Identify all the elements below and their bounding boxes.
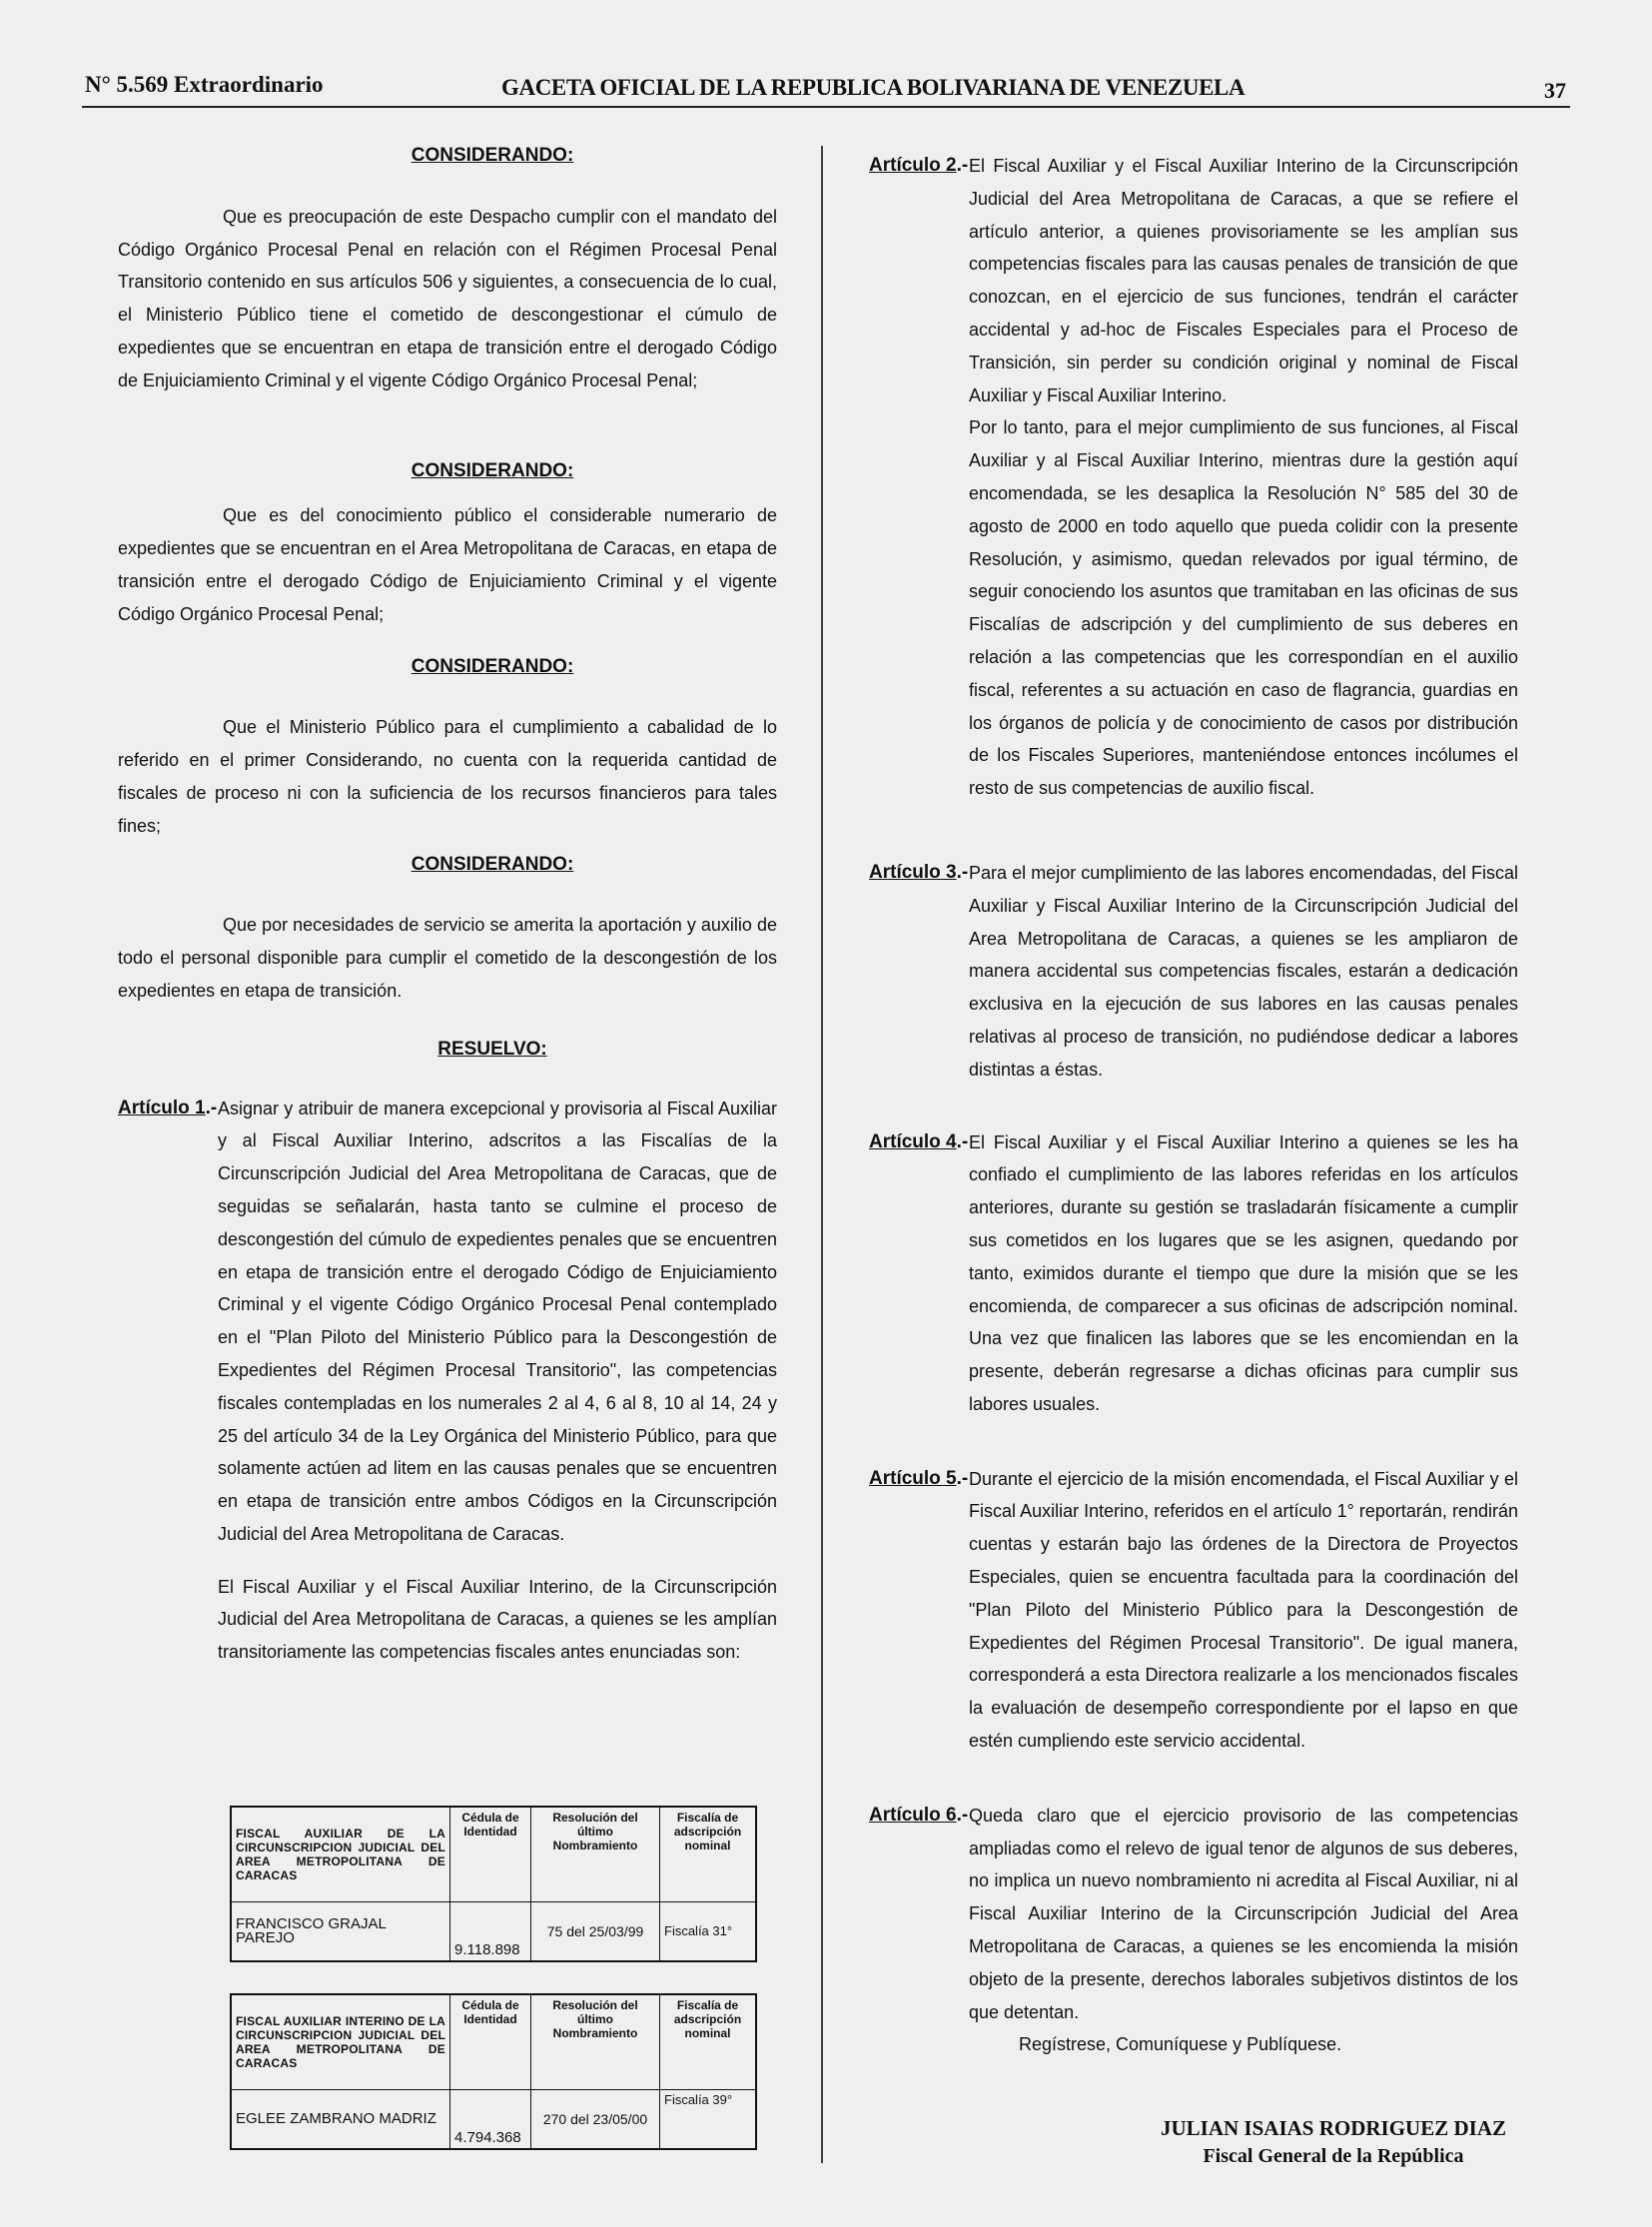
article-2	[869, 150, 1518, 411]
article-3-label: Artículo 3.-	[869, 861, 969, 883]
signatory-title: Fiscal General de la República	[1203, 2145, 1464, 2167]
signature-block	[1161, 2114, 1506, 2170]
article-6-text: Queda claro que el ejercicio provisorio de las competencias ampliadas como el relevo de igual tenor de algunos de sus deberes, no implica un nuevo nombramiento ni acredita al Fiscal Auxiliar, ni al Fiscal Auxiliar Interino de la Circunscripción Judicial del Area Metropolitana de Caracas, a quienes se les encomienda la misión objeto de la presente, derechos laborales subjetivos distintos de los que detentan. Regístrese, Comuníquese y Publíquese.	[969, 1800, 1518, 2061]
table1-col2-header: Cédula de Identidad	[450, 1807, 531, 1902]
article-1	[118, 1093, 777, 1670]
issue-number: N° 5.569 Extraordinario	[85, 72, 324, 97]
article-2-text: El Fiscal Auxiliar y el Fiscal Auxiliar Interino de la Circunscripción Judicial del Area Metropolitana de Caracas, a que se refiere el artículo anterior, a quienes provisoriamente se les amplían sus competencias fiscales para las causas penales de transición de que conozcan, en el ejercicio de sus funciones, tendrán el carácter accidental y ad-hoc de Fiscales Especiales para el Proceso de Transición, sin perder su condición original y nominal de Fiscal Auxiliar y Fiscal Auxiliar Interino.	[969, 156, 1518, 405]
fiscal-auxiliar-interino-table	[230, 1993, 757, 2150]
article-1-label: Artículo 1.-	[118, 1097, 218, 1118]
column-divider	[821, 146, 823, 2163]
article-4-text: El Fiscal Auxiliar y el Fiscal Auxiliar Interino a quienes se les ha confiado el cumplimiento de las labores referidas en los artículos anteriores, durante su gestión se trasladarán físicamente a cumplir sus cometidos en los lugares que se les asignen, quedando por tanto, eximidos durante el tiempo que dure la misión que se les encomienda, de comparecer a sus oficinas de adscripción nominal. Una vez que finalicen las labores que se les encomiendan en la presente, deberán regresarse a dichas oficinas para cumplir sus labores usuales.	[969, 1131, 1518, 1414]
considerando-heading-3: CONSIDERANDO:	[411, 655, 574, 677]
considerando-heading-4: CONSIDERANDO:	[411, 853, 574, 875]
table1-col1-header: FISCAL AUXILIAR DE LA CIRCUNSCRIPCION JUDICIAL DEL AREA METROPOLITANA DE CARACAS	[231, 1807, 450, 1902]
article-6-label: Artículo 6.-	[869, 1804, 969, 1826]
article-1-text: Asignar y atribuir de manera excepcional y provisoria al Fiscal Auxiliar y al Fiscal Auxiliar Interino, adscritos a las Fiscalías de la Circunscripción Judicial del Area Metropolitana de Caracas, que de seguidas se señalarán, hasta tanto se culmine el proceso de descongestión del cúmulo de expedientes penales que se encuentren en etapa de transición entre el derogado Código de Enjuiciamiento Criminal y el vigente Código Orgánico Procesal Penal contemplado en el "Plan Piloto del Ministerio Público para la Descongestión de Expedientes del Régimen Procesal Transitorio", las competencias fiscales contempladas en los numerales 2 al 4, 6 al 8, 10 al 14, 24 y 25 del artículo 34 de la Ley Orgánica del Ministerio Público, para que solamente actúen ad litem en las causas penales que se encuentren en etapa de transición entre ambos Códigos en la Circunscripción Judicial del Area Metropolitana de Caracas. El Fiscal Auxiliar y el Fiscal Auxiliar Interino, de la Circunscripción Judicial del Area Metropolitana de Caracas, a quienes se les amplían transitoriamente las competencias fiscales antes enunciadas son:	[218, 1093, 777, 1670]
considerando-text-2: Que es del conocimiento público el considerable numerario de expedientes que se encuentran en el Area Metropolitana de Caracas, en etapa de transición entre el derogado Código de Enjuiciamiento Criminal y el vigente Código Orgánico Procesal Penal;	[118, 505, 777, 624]
table1-fiscalia-cell: Fiscalía 31°	[660, 1902, 757, 1962]
table1-name-cell: FRANCISCO GRAJAL PAREJO	[231, 1902, 450, 1962]
article-5-text: Durante el ejercicio de la misión encomendada, el Fiscal Auxiliar y el Fiscal Auxiliar Interino, referidos en el artículo 1° reportarán, rendirán cuentas y estarán bajo las órdenes de la Directora de Proyectos Especiales, quien se encuentra facultada para la coordinación del "Plan Piloto del Ministerio Público para la Descongestión de Expedientes del Régimen Procesal Transitorio". De igual manera, corresponderá a esta Directora realizarle a los mencionados fiscales la evaluación de desempeño correspondiente por el lapso en que estén cumpliendo este servicio accidental.	[969, 1468, 1518, 1752]
table1-col4-header: Fiscalía de adscripción nominal	[660, 1807, 757, 1902]
gazette-header	[82, 70, 1570, 108]
article-5	[869, 1463, 1518, 1758]
table1-resolution-cell: 75 del 25/03/99	[531, 1902, 660, 1962]
table2-col2-header: Cédula de Identidad	[450, 1994, 531, 2090]
table2-fiscalia-cell: Fiscalía 39°	[660, 2090, 757, 2150]
considerando-text-4: Que por necesidades de servicio se amerita la aportación y auxilio de todo el personal disponible para cumplir el cometido de la descongestión de los expedientes en etapa de transición.	[118, 915, 777, 1001]
article-3	[869, 857, 1518, 1087]
article-6	[869, 1800, 1518, 2061]
table2-name-cell: EGLEE ZAMBRANO MADRIZ	[231, 2090, 450, 2150]
table1-ci-cell: 9.118.898	[450, 1902, 531, 1962]
table2-resolution-cell: 270 del 23/05/00	[531, 2090, 660, 2150]
gazette-title: GACETA OFICIAL DE LA REPUBLICA BOLIVARIANA DE VENEZUELA	[501, 75, 1245, 100]
table2-col4-header: Fiscalía de adscripción nominal	[660, 1994, 757, 2090]
table2-ci-cell: 4.794.368	[450, 2090, 531, 2150]
considerando-heading-1: CONSIDERANDO:	[411, 145, 574, 166]
considerando-text-3: Que el Ministerio Público para el cumplimiento a cabalidad de lo referido en el primer Considerando, no cuenta con la requerida cantidad de fiscales de proceso ni con la suficiencia de los recursos financieros para tales fines;	[118, 717, 777, 836]
resuelvo-heading: RESUELVO:	[437, 1038, 547, 1060]
considerando-text-1: Que es preocupación de este Despacho cumplir con el mandato del Código Orgánico Procesal Penal en relación con el Régimen Procesal Penal Transitorio contenido en sus artículos 506 y siguientes, a consecuencia de lo cual, el Ministerio Público tiene el cometido de descongestionar el cúmulo de expedientes que se encuentran en etapa de transición entre el derogado Código de Enjuiciamiento Criminal y el vigente Código Orgánico Procesal Penal;	[118, 206, 777, 390]
fiscal-auxiliar-table	[230, 1806, 757, 1962]
article-2-text-2: Por lo tanto, para el mejor cumplimiento de sus funciones, al Fiscal Auxiliar y al Fiscal Auxiliar Interino, mientras dure la gestión aquí encomendada, se les desaplica la Resolución N° 585 del 30 de agosto de 2000 en todo aquello que pueda colidir con la presente Resolución, y asimismo, quedan relevados por igual término, de seguir conociendo los asuntos que tramitaban en las oficinas de sus Fiscalías de adscripción y del cumplimiento de sus deberes en relación a las competencias que les correspondían en el auxilio fiscal, referentes a su actuación en caso de flagrancia, guardias en los órganos de policía y de conocimiento de casos por distribución de los Fiscales Superiores, manteniéndose entonces incólumes el resto de sus competencias de auxilio fiscal.	[969, 417, 1518, 799]
table2-col3-header: Resolución del último Nombramiento	[531, 1994, 660, 2090]
article-3-text: Para el mejor cumplimiento de las labores encomendadas, del Fiscal Auxiliar y Fiscal Auxiliar Interino de la Circunscripción Judicial del Area Metropolitana de Caracas, a quienes se les ampliaron de manera accidental sus competencias fiscales, estarán a dedicación exclusiva en la ejecución de sus labores en las causas penales relativas al proceso de transición, no pudiéndose dedicar a labores distintas a éstas.	[969, 862, 1518, 1080]
left-column	[118, 140, 777, 1669]
article-4	[869, 1126, 1518, 1421]
considerando-heading-2: CONSIDERANDO:	[411, 459, 574, 481]
page-number: 37	[1544, 78, 1566, 103]
article-1-text-2: El Fiscal Auxiliar y el Fiscal Auxiliar Interino, de la Circunscripción Judicial del Area Metropolitana de Caracas, a quienes se les amplían transitoriamente las competencias fiscales antes enunciadas son:	[218, 1576, 777, 1663]
table2-col1-header: FISCAL AUXILIAR INTERINO DE LA CIRCUNSCRIPCION JUDICIAL DEL AREA METROPOLITANA DE CARACAS	[231, 1994, 450, 2090]
table1-col3-header: Resolución del último Nombramiento	[531, 1807, 660, 1902]
article-2-label: Artículo 2.-	[869, 155, 969, 176]
signatory-name: JULIAN ISAIAS RODRIGUEZ DIAZ	[1161, 2116, 1506, 2140]
closing-formula: Regístrese, Comuníquese y Publíquese.	[1019, 2034, 1342, 2055]
article-5-label: Artículo 5.-	[869, 1467, 969, 1489]
article-4-label: Artículo 4.-	[869, 1130, 969, 1152]
right-column	[869, 150, 1518, 2061]
